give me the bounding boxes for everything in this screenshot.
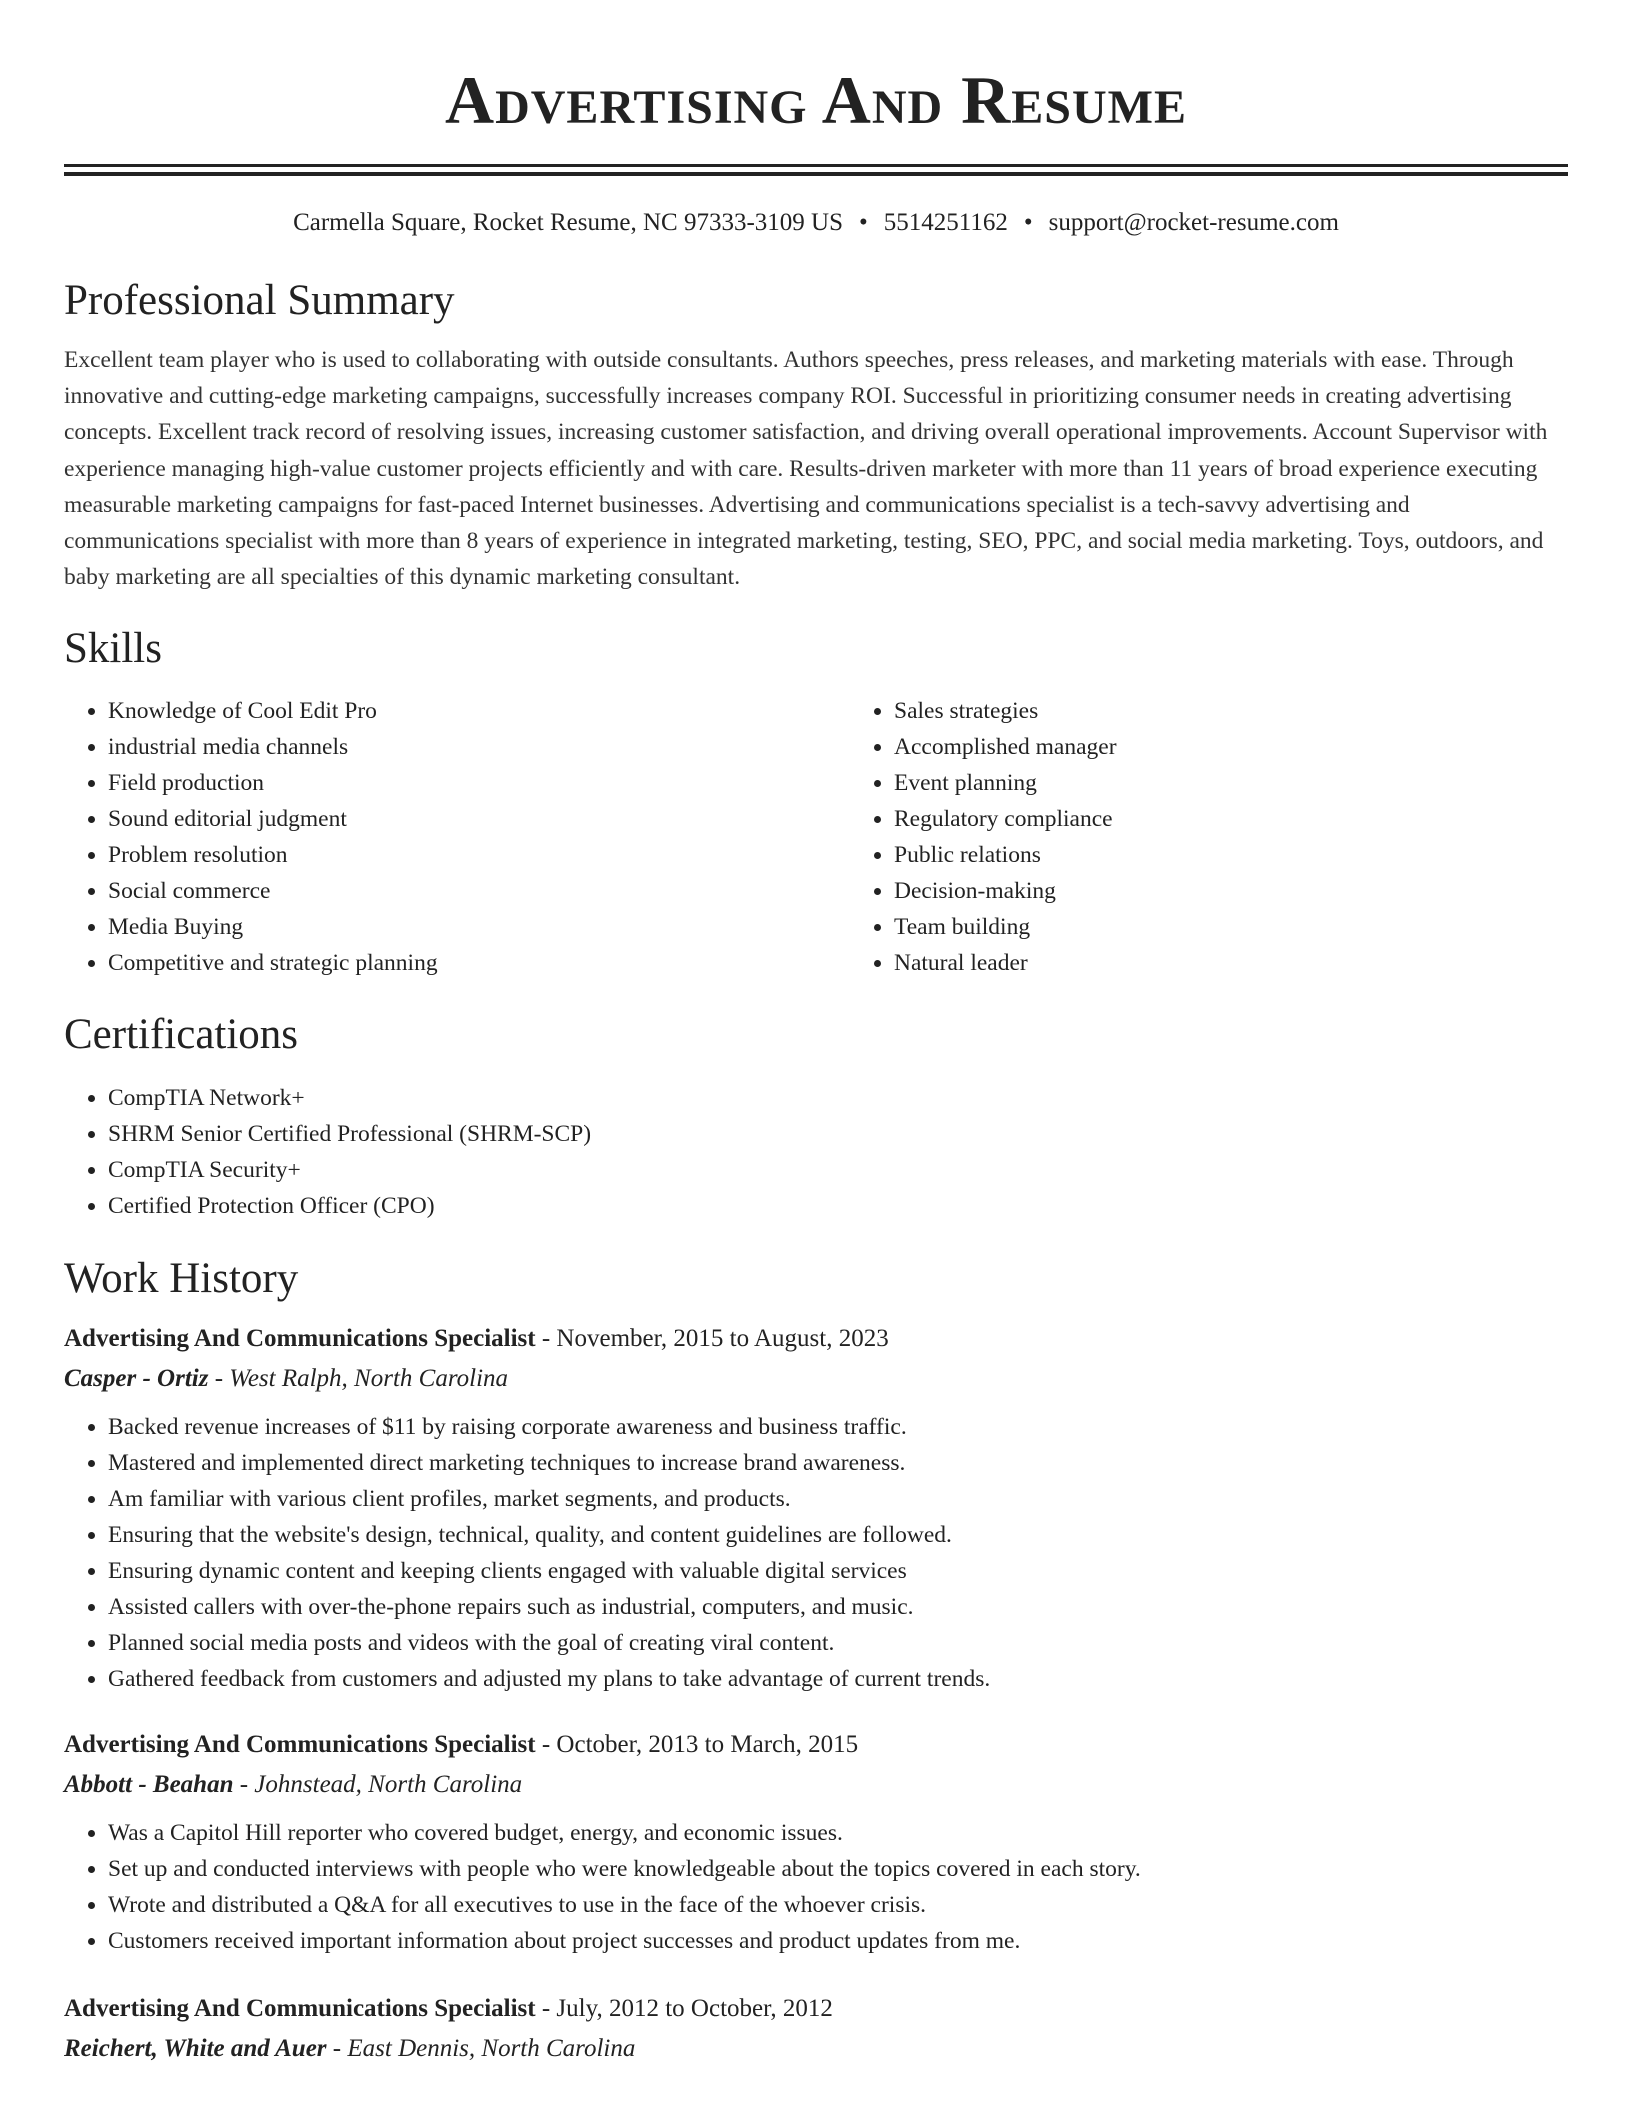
job-entry	[64, 1989, 1568, 2069]
list-item: • Ensuring that the website's design, technical, quality, and content guidelines are followed.	[108, 1517, 1568, 1553]
title-divider	[64, 164, 1568, 176]
job-company-line	[64, 2029, 1568, 2069]
contact-email: support@rocket-resume.com	[1048, 209, 1339, 236]
job-duties-list	[64, 1409, 1568, 1697]
list-item: • Natural leader	[894, 945, 1568, 981]
summary-text: Excellent team player who is used to collaborating with outside consultants. Authors speeches, press releases, and marketing materials with ease. Through innovative and cutting-edge marketing campaigns, successfully increases company ROI. Successful in prioritizing consumer needs in creating advertising concepts. Excellent track record of resolving issues, increasing customer satisfaction, and driving overall operational improvements. Account Supervisor with experience managing high-value customer projects efficiently and with care. Results-driven marketer with more than 11 years of broad experience executing measurable marketing campaigns for fast-paced Internet businesses. Advertising and communications specialist is a tech-savvy advertising and communications specialist with more than 8 years of experience in integrated marketing, testing, SEO, PPC, and social media marketing. Toys, outdoors, and baby marketing are all specialties of this dynamic marketing consultant.	[64, 347, 1548, 591]
skills-heading: Skills	[64, 625, 162, 673]
list-item: • Wrote and distributed a Q&A for all executives to use in the face of the whoever crisis.	[108, 1887, 1568, 1923]
job-duties-list	[64, 1815, 1568, 1959]
list-item: • Was a Capitol Hill reporter who covered budget, energy, and economic issues.	[108, 1815, 1568, 1851]
list-item: • Team building	[894, 909, 1568, 945]
contact-separator: •	[859, 209, 868, 236]
job-title: Advertising And Communications Specialist	[64, 1995, 536, 2023]
job-entry	[64, 1319, 1568, 1697]
summary-heading: Professional Summary	[64, 277, 455, 324]
list-item: • Am familiar with various client profiles, market segments, and products.	[108, 1481, 1568, 1517]
job-company-line	[64, 1359, 1568, 1399]
list-item: • Media Buying	[108, 909, 850, 945]
contact-line	[64, 208, 1568, 238]
job-header	[64, 1725, 1568, 1765]
contact-separator: •	[1023, 209, 1033, 236]
list-item: • Field production	[108, 765, 850, 801]
skills-list-left	[64, 693, 850, 981]
list-item: • Sound editorial judgment	[108, 801, 850, 837]
job-dates: - November, 2015 to August, 2023	[535, 1325, 889, 1353]
job-header	[64, 1319, 1568, 1359]
job-location: - East Dennis, North Carolina	[326, 2035, 636, 2063]
job-dates: - October, 2013 to March, 2015	[535, 1731, 859, 1759]
list-item: • Problem resolution	[108, 837, 850, 873]
certifications-section	[64, 1010, 1568, 1224]
list-item: • CompTIA Network+	[108, 1080, 1568, 1116]
skills-section	[64, 624, 1568, 981]
job-title: Advertising And Communications Specialist	[64, 1731, 536, 1759]
skills-list-right	[850, 693, 1568, 981]
list-item: • Mastered and implemented direct marketing techniques to increase brand awareness.	[108, 1445, 1568, 1481]
list-item: • Certified Protection Officer (CPO)	[108, 1188, 1568, 1224]
work-history-heading: Work History	[64, 1255, 299, 1303]
contact-address: Carmella Square, Rocket Resume, NC 97333-3109 US	[293, 209, 843, 236]
certifications-heading: Certifications	[64, 1011, 299, 1059]
job-header	[64, 1989, 1568, 2029]
list-item: • SHRM Senior Certified Professional (SHRM-SCP)	[108, 1116, 1568, 1152]
job-dates: - July, 2012 to October, 2012	[535, 1995, 833, 2023]
certifications-list	[64, 1080, 1568, 1224]
list-item: • Planned social media posts and videos with the goal of creating viral content.	[108, 1625, 1568, 1661]
list-item: • CompTIA Security+	[108, 1152, 1568, 1188]
list-item: • Regulatory compliance	[894, 801, 1568, 837]
job-location: - Johnstead, North Carolina	[233, 1771, 523, 1799]
list-item: • Ensuring dynamic content and keeping clients engaged with valuable digital services	[108, 1553, 1568, 1589]
list-item: • Decision-making	[894, 873, 1568, 909]
job-company-line	[64, 1765, 1568, 1805]
list-item: • Set up and conducted interviews with people who were knowledgeable about the topics covered in each story.	[108, 1851, 1568, 1887]
list-item: • Knowledge of Cool Edit Pro	[108, 693, 850, 729]
list-item: • Sales strategies	[894, 693, 1568, 729]
job-entry	[64, 1725, 1568, 1959]
list-item: • Public relations	[894, 837, 1568, 873]
list-item: • Customers received important information about project successes and product updates from me.	[108, 1923, 1568, 1959]
job-title: Advertising And Communications Specialist	[64, 1325, 536, 1353]
job-location: - West Ralph, North Carolina	[208, 1365, 509, 1393]
list-item: • Competitive and strategic planning	[108, 945, 850, 981]
job-company: Casper - Ortiz	[64, 1365, 209, 1393]
work-history-section	[64, 1254, 1568, 2069]
list-item: • Social commerce	[108, 873, 850, 909]
resume-page	[64, 0, 1568, 2069]
job-company: Reichert, White and Auer	[64, 2035, 327, 2063]
contact-phone: 5514251162	[883, 209, 1008, 236]
list-item: • Backed revenue increases of $11 by raising corporate awareness and business traffic.	[108, 1409, 1568, 1445]
list-item: • Accomplished manager	[894, 729, 1568, 765]
list-item: • Event planning	[894, 765, 1568, 801]
list-item: • Gathered feedback from customers and adjusted my plans to take advantage of current trends.	[108, 1661, 1568, 1697]
job-company: Abbott - Beahan	[64, 1771, 234, 1799]
list-item: • Assisted callers with over-the-phone repairs such as industrial, computers, and music.	[108, 1589, 1568, 1625]
skills-columns	[64, 693, 1568, 981]
list-item: • industrial media channels	[108, 729, 850, 765]
summary-section	[64, 276, 1568, 595]
page-title: Advertising And Resume	[445, 62, 1187, 138]
